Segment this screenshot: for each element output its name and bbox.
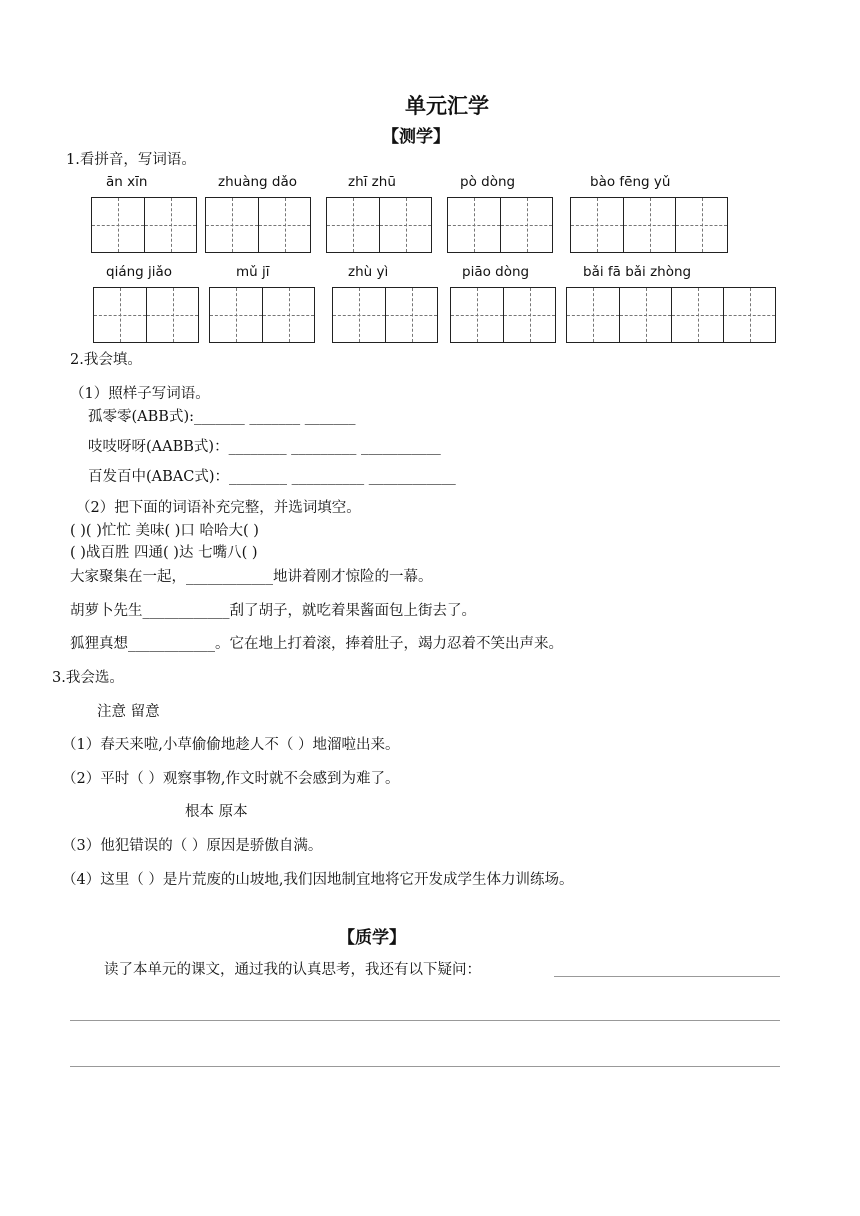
q2-sentence-1[interactable]: 大家聚集在一起，____________地讲着刚才惊险的一幕。: [70, 569, 433, 585]
q1-label: 1.看拼音，写词语。: [66, 152, 196, 168]
answer-line-3[interactable]: [70, 1066, 780, 1067]
pinyin-baifabaizhong: bǎi fā bǎi zhòng: [583, 264, 692, 280]
q4-prompt: 读了本单元的课文，通过我的认真思考，我还有以下疑问：: [104, 962, 481, 978]
q3-item-3[interactable]: （3）他犯错误的（ ）原因是骄傲自满。: [62, 838, 323, 854]
pinyin-podong: pò dòng: [460, 174, 516, 190]
q2-words-row1[interactable]: ( )( )忙忙 美味( )口 哈哈大( ): [70, 523, 259, 539]
q2-label: 2.我会填。: [70, 352, 142, 368]
writing-box-2[interactable]: [205, 197, 311, 253]
pinyin-zhuyi: zhù yì: [348, 264, 389, 280]
q3-word-pair-2: 根本 原本: [185, 804, 248, 820]
pinyin-zhuangdao: zhuàng dǎo: [218, 174, 297, 190]
q3-word-pair-1: 注意 留意: [97, 704, 160, 720]
q3-item-4[interactable]: （4）这里（ ）是片荒废的山坡地,我们因地制宜地将它开发成学生体力训练场。: [62, 872, 574, 888]
page-title: 单元汇学: [405, 94, 489, 118]
writing-box-5[interactable]: [570, 197, 728, 253]
q2-example-abb[interactable]: 孤零零(ABB式):_______ _______ _______: [88, 409, 356, 425]
pinyin-baofengyu: bào fēng yǔ: [590, 174, 671, 190]
q3-label: 3.我会选。: [52, 670, 124, 686]
q2-example-aabb[interactable]: 吱吱呀呀(AABB式)：________ _________ ___________: [88, 439, 441, 455]
q2-part2-label: （2）把下面的词语补充完整，并选词填空。: [76, 500, 361, 516]
writing-box-6[interactable]: [93, 287, 199, 343]
writing-box-8[interactable]: [332, 287, 438, 343]
q2-part1-label: （1）照样子写词语。: [70, 386, 210, 402]
writing-box-3[interactable]: [326, 197, 432, 253]
writing-box-10[interactable]: [566, 287, 776, 343]
section-ce-heading: 【测学】: [382, 127, 450, 147]
pinyin-muji: mǔ jī: [236, 264, 270, 280]
pinyin-anxin: ān xīn: [106, 174, 148, 190]
writing-box-9[interactable]: [450, 287, 556, 343]
q3-item-1[interactable]: （1）春天来啦,小草偷偷地趁人不（ ）地溜啦出来。: [62, 737, 400, 753]
pinyin-qiangjiao: qiáng jiǎo: [106, 264, 173, 280]
answer-line-2[interactable]: [70, 1020, 780, 1021]
q2-example-abac[interactable]: 百发百中(ABAC式)：________ __________ ____________: [88, 469, 456, 485]
writing-box-4[interactable]: [447, 197, 553, 253]
pinyin-zhizhu: zhī zhū: [348, 174, 396, 190]
pinyin-piaodong: piāo dòng: [462, 264, 530, 280]
writing-box-7[interactable]: [209, 287, 315, 343]
q2-words-row2[interactable]: ( )战百胜 四通( )达 七嘴八( ): [70, 545, 258, 561]
q2-sentence-2[interactable]: 胡萝卜先生____________刮了胡子，就吃着果酱面包上街去了。: [70, 603, 476, 619]
q2-sentence-3[interactable]: 狐狸真想____________。它在地上打着滚，捧着肚子，竭力忍着不笑出声来。: [70, 636, 563, 652]
writing-box-1[interactable]: [91, 197, 197, 253]
answer-line-1[interactable]: [554, 976, 780, 977]
q3-item-2[interactable]: （2）平时（ ）观察事物,作文时就不会感到为难了。: [62, 771, 400, 787]
section-zhi-heading: 【质学】: [338, 928, 406, 948]
